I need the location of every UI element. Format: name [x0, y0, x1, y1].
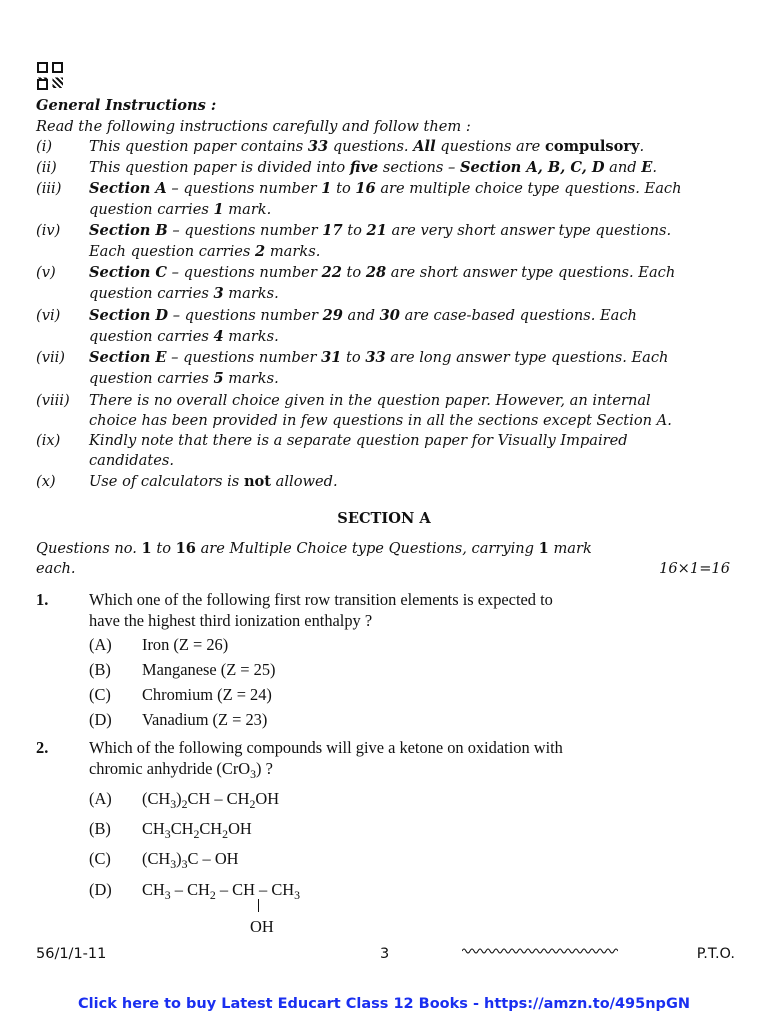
- instruction-text: Section C – questions number 22 to 28 are short answer type questions. Each: [89, 264, 676, 281]
- option-label: (B): [89, 819, 111, 838]
- question-text-cont: have the highest third ionization enthalpy ?: [89, 611, 373, 630]
- instruction-num: (ix): [36, 432, 61, 449]
- question-text-cont: chromic anhydride (CrO$_3$) ?: [89, 759, 273, 781]
- section-title: SECTION A: [337, 510, 431, 527]
- instruction-text: This question paper is divided into five sections – Section A, B, C, D and E.: [89, 159, 658, 176]
- option-label: (C): [89, 685, 111, 704]
- instruction-text-cont: choice has been provided in few questions in all the sections except Section A.: [89, 412, 672, 429]
- instruction-text-cont: question carries 5 marks.: [89, 370, 279, 387]
- option-label: (D): [89, 880, 112, 899]
- instruction-num: (vi): [36, 307, 61, 324]
- instruction-num: (ii): [36, 159, 57, 176]
- question-text: Which of the following compounds will give a ketone on oxidation with: [89, 738, 563, 757]
- option-formula: $CH_3CH_2CH_2OH$: [142, 819, 252, 841]
- instruction-num: (i): [36, 138, 53, 155]
- bond-line: [258, 899, 259, 912]
- instructions-intro: Read the following instructions carefully and follow them :: [36, 118, 471, 135]
- option-formula: $CH_3 - CH_2$ – CH – $CH_3$: [142, 880, 300, 902]
- qr-code-finder-mark: [37, 79, 48, 90]
- section-note: Questions no. 1 to 16 are Multiple Choice type Questions, carrying 1 mark: [36, 540, 592, 557]
- pto-label: P.T.O.: [696, 946, 735, 962]
- paper-code: 56/1/1-11: [36, 946, 107, 962]
- question-number: 2.: [36, 738, 49, 757]
- instruction-text-cont: question carries 4 marks.: [89, 328, 279, 345]
- instruction-num: (x): [36, 473, 56, 490]
- option-text: Vanadium (Z = 23): [142, 710, 268, 729]
- option-text: Chromium (Z = 24): [142, 685, 272, 704]
- question-number: 1.: [36, 590, 49, 609]
- option-label: (D): [89, 710, 112, 729]
- substituent-label: OH: [250, 917, 274, 936]
- instruction-num: (iii): [36, 180, 62, 197]
- instruction-text-cont: Each question carries 2 marks.: [89, 243, 321, 260]
- option-label: (A): [89, 789, 112, 808]
- instruction-text: Section A – questions number 1 to 16 are multiple choice type questions. Each: [89, 180, 682, 197]
- instruction-text: Kindly note that there is a separate question paper for Visually Impaired: [89, 432, 628, 449]
- instructions-heading: General Instructions :: [36, 97, 217, 114]
- option-formula: $(CH_3)_3C$ – OH: [142, 849, 239, 871]
- instruction-num: (viii): [36, 392, 70, 409]
- instruction-num: (vii): [36, 349, 65, 366]
- instruction-text: This question paper contains 33 questions. All questions are compulsory.: [89, 138, 645, 155]
- instruction-text: There is no overall choice given in the question paper. However, an internal: [89, 392, 651, 409]
- option-label: (B): [89, 660, 111, 679]
- option-text: Iron (Z = 26): [142, 635, 229, 654]
- option-text: Manganese (Z = 25): [142, 660, 276, 679]
- section-marks: 16×1=16: [659, 560, 730, 577]
- buy-books-link[interactable]: Click here to buy Latest Educart Class 12 Books - https://amzn.to/495npGN: [78, 996, 690, 1012]
- question-text: Which one of the following first row transition elements is expected to: [89, 590, 553, 609]
- security-wave-mark: [462, 947, 618, 955]
- instruction-text: Section D – questions number 29 and 30 are case-based questions. Each: [89, 307, 637, 324]
- instruction-text-cont: candidates.: [89, 452, 174, 469]
- instruction-text: Use of calculators is not allowed.: [89, 473, 338, 490]
- instruction-text-cont: question carries 1 mark.: [89, 201, 272, 218]
- section-note-cont: each.: [36, 560, 76, 577]
- option-label: (C): [89, 849, 111, 868]
- option-formula: $(CH_3)_2CH - CH_2OH$: [142, 789, 280, 811]
- instruction-num: (iv): [36, 222, 61, 239]
- instruction-text-cont: question carries 3 marks.: [89, 285, 279, 302]
- page-number: 3: [380, 946, 390, 962]
- instruction-text: Section B – questions number 17 to 21 are very short answer type questions.: [89, 222, 672, 239]
- option-label: (A): [89, 635, 112, 654]
- instruction-text: Section E – questions number 31 to 33 are long answer type questions. Each: [89, 349, 669, 366]
- instruction-num: (v): [36, 264, 56, 281]
